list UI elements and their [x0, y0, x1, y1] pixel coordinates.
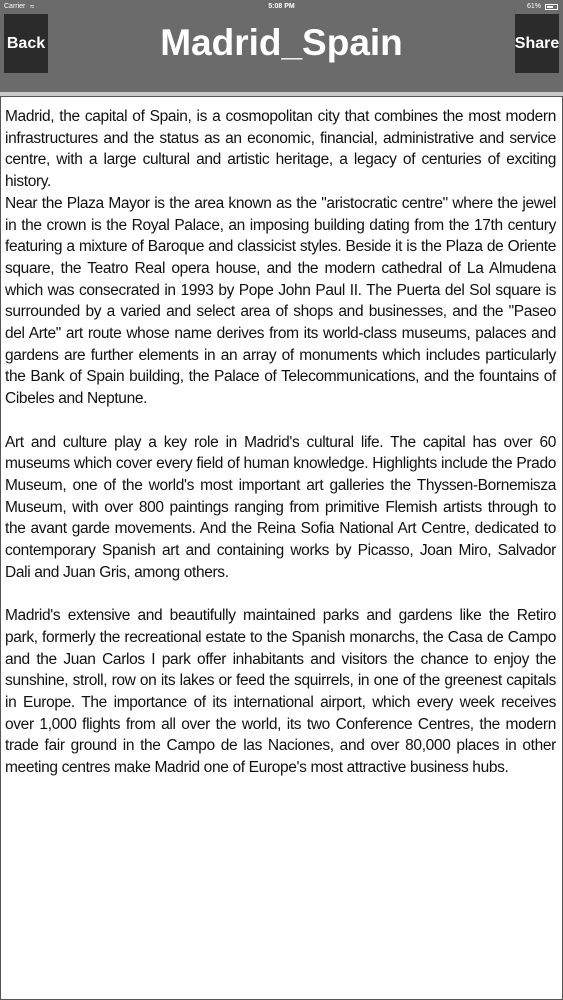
- article-paragraph: Near the Plaza Mayor is the area known as the "aristocratic centre" where the jewel in the crown is the Royal Palace, an imposing building dating from the 17th century featuring a mixture of Baroque and classicist styles. Beside it is the Plaza de Oriente square, the Teatro Real opera house, and the modern cathedral of La Almudena which was consecrated in 1993 by Pope John Paul II. The Puerta del Sol square is surrounded by a varied and select area of shops and businesses, and the "Paseo del Arte" art route whose name derives from its world-class museums, palaces and gardens are further elements in an array of monuments which includes particularly the Bank of Spain building, the Palace of Telecommunications, and the fountains of Cibeles and Neptune.: [5, 194, 556, 408]
- article-paragraph: Madrid's extensive and beautifully maintained parks and gardens like the Retiro park, formerly the recreational estate to the Spanish monarchs, the Casa de Campo and the Juan Carlos I park offer inhabitants and visitors the chance to enjoy the sunshine, stroll, row on its lakes or feed the squirrels, in one of the greenest capitals in Europe. The importance of its international airport, which every week receives over 1,000 flights from all over the world, its two Conference Centres, the modern trade fair ground in the Campo de las Naciones, and over 80,000 places in other meeting centres make Madrid one of Europe's most attractive business hubs.: [5, 607, 556, 777]
- wifi-icon: ≈: [30, 2, 35, 11]
- battery-percentage: 61%: [526, 3, 541, 10]
- article-paragraph: Art and culture play a key role in Madrid's cultural life. The capital has over 60 museums which cover every field of human knowledge. Highlights include the Prado Museum, one of the world's most important art galleries the Thyssen-Bornemisza Museum, with over 800 paintings ranging from primitive Flemish artists through to the avant garde movements. And the Reina Sofia National Art Centre, dedicated to contemporary Spanish art and containing works by Picasso, Joan Miro, Salvador Dali and Juan Gris, among others.: [5, 433, 556, 581]
- status-time: 5:08 PM: [268, 3, 295, 10]
- navigation-bar: [0, 14, 563, 92]
- article-body: [1, 97, 562, 779]
- page-title: Madrid_Spain: [160, 22, 403, 63]
- carrier-label: Carrier: [4, 3, 26, 10]
- back-button[interactable]: Back: [4, 14, 48, 73]
- status-bar: [0, 0, 563, 14]
- article-text-view[interactable]: [0, 96, 563, 1000]
- share-button[interactable]: Share: [515, 14, 559, 73]
- battery-icon: [545, 4, 558, 10]
- article-paragraph: Madrid, the capital of Spain, is a cosmopolitan city that combines the most modern infrastructures and the status as an economic, financial, administrative and service centre, with a large cultural and artistic heritage, a legacy of centuries of exciting history.: [5, 108, 556, 191]
